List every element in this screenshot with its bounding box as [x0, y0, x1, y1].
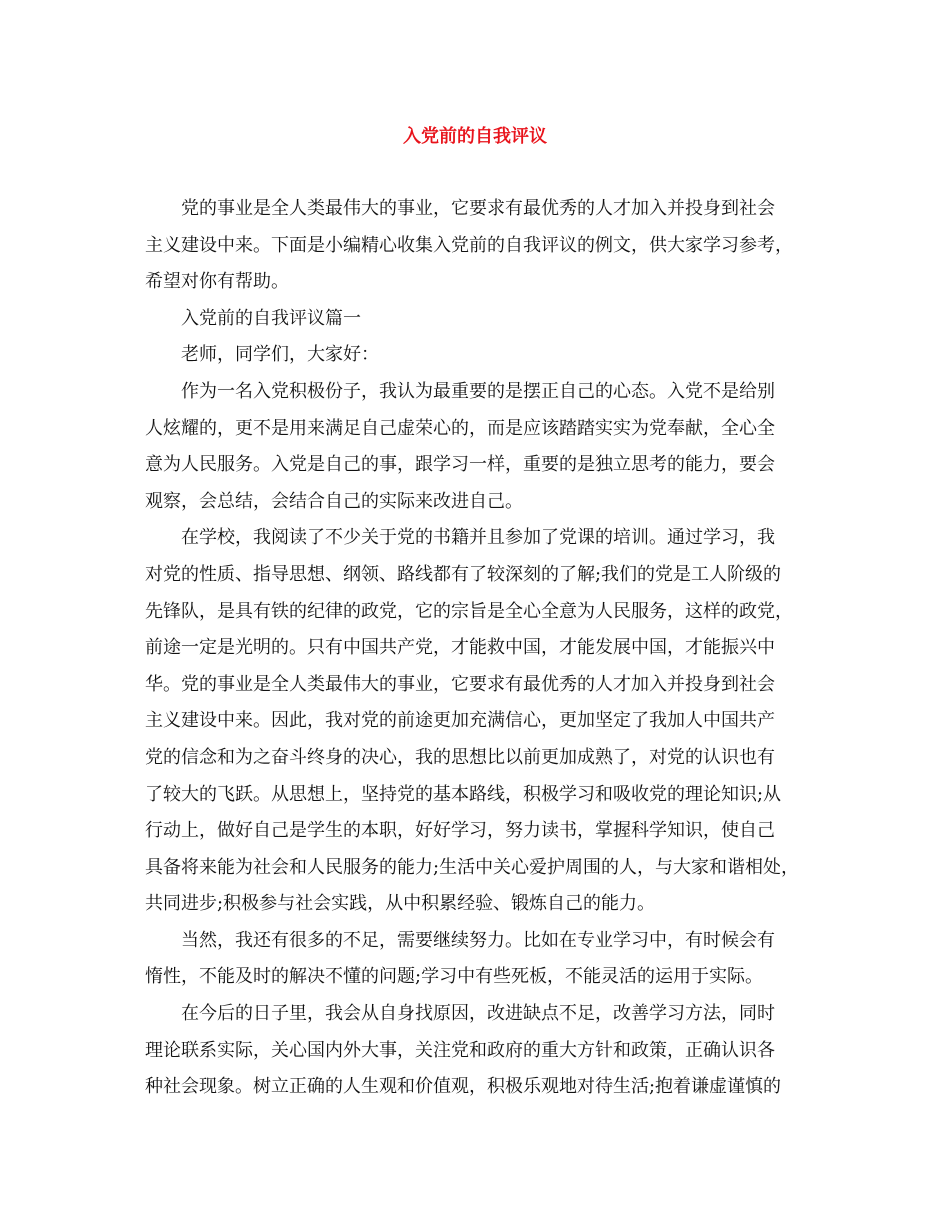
text-line: 主义建设中来。因此，我对党的前途更加充满信心，更加坚定了我加人中国共产 — [145, 710, 775, 732]
text-line: 希望对你有帮助。 — [145, 271, 289, 293]
text-line: 种社会现象。树立正确的人生观和价值观，积极乐观地对待生活;抱着谦虚谨慎的 — [145, 1076, 782, 1098]
text-line: 观察，会总结，会结合自己的实际来改进自己。 — [145, 490, 523, 512]
text-line: 老师，同学们，大家好： — [181, 344, 379, 366]
text-line: 党的事业是全人类最伟大的事业，它要求有最优秀的人才加入并投身到社会 — [181, 198, 775, 219]
text-line: 先锋队，是具有铁的纪律的政党，它的宗旨是全心全意为人民服务，这样的政党， — [145, 600, 793, 622]
text-line: 人炫耀的，更不是用来满足自己虚荣心的，而是应该踏踏实实为党奉献，全心全 — [145, 417, 775, 439]
text-line: 在今后的日子里，我会从自身找原因，改进缺点不足，改善学习方法，同时 — [181, 1003, 775, 1025]
text-line: 理论联系实际，关心国内外大事，关注党和政府的重大方针和政策，正确认识各 — [145, 1039, 775, 1061]
text-line: 意为人民服务。入党是自己的事，跟学习一样，重要的是独立思考的能力，要会 — [145, 454, 775, 476]
text-line: 惰性，不能及时的解决不懂的问题;学习中有些死板，不能灵活的运用于实际。 — [145, 966, 764, 988]
document-title: 入党前的自我评议 — [403, 126, 547, 147]
text-line: 前途一定是光明的。只有中国共产党，才能救中国，才能发展中国，才能振兴中 — [145, 637, 775, 659]
text-line: 入党前的自我评议篇一 — [181, 307, 361, 329]
text-line: 行动上，做好自己是学生的本职，好好学习，努力读书，掌握科学知识，使自己 — [145, 820, 775, 842]
text-line: 华。党的事业是全人类最伟大的事业，它要求有最优秀的人才加入并投身到社会 — [145, 673, 775, 695]
document-body — [145, 191, 813, 1106]
text-line: 在学校，我阅读了不少关于党的书籍并且参加了党课的培训。通过学习，我 — [181, 527, 775, 549]
text-line: 具备将来能为社会和人民服务的能力;生活中关心爱护周围的人，与大家和谐相处， — [145, 856, 800, 878]
text-line: 共同进步;积极参与社会实践，从中积累经验、锻炼自己的能力。 — [145, 893, 656, 915]
text-line: 了较大的飞跃。从思想上，坚持党的基本路线，积极学习和吸收党的理论知识;从 — [145, 783, 782, 805]
text-line: 主义建设中来。下面是小编精心收集入党前的自我评议的例文，供大家学习参考， — [145, 234, 793, 256]
text-line: 党的信念和为之奋斗终身的决心，我的思想比以前更加成熟了，对党的认识也有 — [145, 746, 775, 768]
text-line: 作为一名入党积极份子，我认为最重要的是摆正自己的心态。入党不是给别 — [181, 380, 775, 402]
text-line: 当然，我还有很多的不足，需要继续努力。比如在专业学习中，有时候会有 — [181, 929, 775, 951]
text-line: 对党的性质、指导思想、纲领、路线都有了较深刻的了解;我们的党是工人阶级的 — [145, 563, 782, 585]
